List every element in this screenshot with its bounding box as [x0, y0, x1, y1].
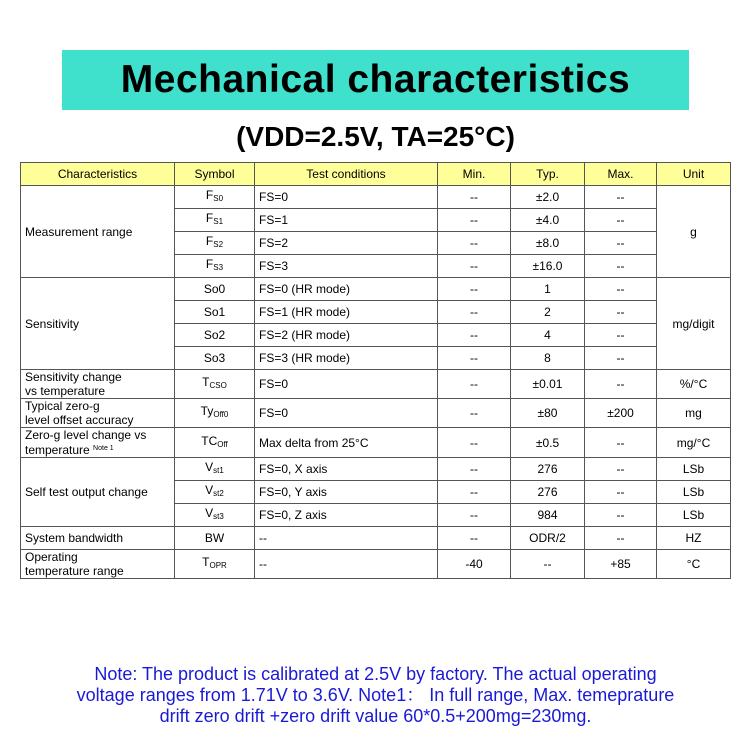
typ-cell: 276: [511, 458, 585, 481]
symbol-cell: $V_{st3}$: [175, 504, 255, 527]
min-cell: --: [438, 481, 511, 504]
table-row: [21, 370, 731, 399]
condition-cell: FS=0, X axis: [255, 458, 438, 481]
typ-cell: ±8.0: [511, 232, 585, 255]
typ-cell: --: [511, 550, 585, 579]
condition-cell: --: [255, 550, 438, 579]
symbol-cell: BW: [175, 527, 255, 550]
min-cell: --: [438, 458, 511, 481]
max-cell: --: [585, 527, 657, 550]
max-cell: --: [585, 301, 657, 324]
note-line-3: drift zero drift +zero drift value 60*0.5+200mg=230mg.: [159, 706, 592, 726]
min-cell: --: [438, 527, 511, 550]
page-title: Mechanical characteristics: [120, 58, 631, 101]
condition-cell: FS=0: [255, 370, 438, 399]
condition-cell: FS=1: [255, 209, 438, 232]
max-cell: --: [585, 186, 657, 209]
table-header-row: [21, 163, 731, 186]
zero-g-offset-label: Typical zero-g level offset accuracy: [21, 399, 175, 428]
typ-cell: ±2.0: [511, 186, 585, 209]
header-characteristics: Characteristics: [21, 163, 175, 186]
condition-cell: FS=0: [255, 186, 438, 209]
condition-cell: FS=2 (HR mode): [255, 324, 438, 347]
min-cell: --: [438, 278, 511, 301]
max-cell: --: [585, 255, 657, 278]
condition-cell: FS=0: [255, 399, 438, 428]
min-cell: --: [438, 504, 511, 527]
symbol-cell: $F_{S0}$: [175, 186, 255, 209]
zero-g-change-label: Zero-g level change vs temperature $^{Note 1}$: [21, 428, 175, 458]
symbol-cell: $Ty_{Off0}$: [175, 399, 255, 428]
min-cell: --: [438, 324, 511, 347]
symbol-cell: So3: [175, 347, 255, 370]
max-cell: --: [585, 481, 657, 504]
symbol-cell: $TC_{Off}$: [175, 428, 255, 458]
note-marker: Note 1: [93, 445, 114, 452]
unit-cell: mg: [657, 399, 731, 428]
header-test-conditions: Test conditions: [255, 163, 438, 186]
header-max: Max.: [585, 163, 657, 186]
symbol-cell: So0: [175, 278, 255, 301]
unit-cell: g: [657, 186, 731, 278]
min-cell: --: [438, 232, 511, 255]
table-row: [21, 458, 731, 481]
unit-cell: LSb: [657, 504, 731, 527]
min-cell: --: [438, 399, 511, 428]
max-cell: --: [585, 324, 657, 347]
typ-cell: 4: [511, 324, 585, 347]
sensitivity-label: Sensitivity: [21, 278, 175, 370]
symbol-cell: $F_{S3}$: [175, 255, 255, 278]
symbol-cell: $T_{CSO}$: [175, 370, 255, 399]
max-cell: --: [585, 458, 657, 481]
table-row: [21, 428, 731, 458]
operating-temp-label: Operating temperature range: [21, 550, 175, 579]
symbol-cell: So2: [175, 324, 255, 347]
max-cell: --: [585, 428, 657, 458]
sensitivity-change-label: Sensitivity change vs temperature: [21, 370, 175, 399]
typ-cell: ±0.5: [511, 428, 585, 458]
typ-cell: 8: [511, 347, 585, 370]
header-unit: Unit: [657, 163, 731, 186]
header-min: Min.: [438, 163, 511, 186]
header-typ: Typ.: [511, 163, 585, 186]
unit-cell: LSb: [657, 481, 731, 504]
max-cell: --: [585, 278, 657, 301]
mechanical-characteristics-table: [20, 162, 731, 579]
min-cell: -40: [438, 550, 511, 579]
table-row: [21, 399, 731, 428]
typ-cell: ±80: [511, 399, 585, 428]
unit-cell: °C: [657, 550, 731, 579]
symbol-cell: $V_{st2}$: [175, 481, 255, 504]
symbol-cell: $T_{OPR}$: [175, 550, 255, 579]
table-row: [21, 278, 731, 301]
bandwidth-label: System bandwidth: [21, 527, 175, 550]
condition-cell: FS=1 (HR mode): [255, 301, 438, 324]
unit-cell: HZ: [657, 527, 731, 550]
condition-cell: --: [255, 527, 438, 550]
unit-cell: LSb: [657, 458, 731, 481]
min-cell: --: [438, 347, 511, 370]
typ-cell: ODR/2: [511, 527, 585, 550]
condition-cell: FS=0 (HR mode): [255, 278, 438, 301]
unit-cell: mg/digit: [657, 278, 731, 370]
note-line-1: Note: The product is calibrated at 2.5V by factory. The actual operating: [94, 664, 657, 684]
typ-cell: ±4.0: [511, 209, 585, 232]
symbol-cell: So1: [175, 301, 255, 324]
note-line-2: voltage ranges from 1.71V to 3.6V. Note1： In full range, Max. temeprature: [76, 685, 675, 705]
max-cell: --: [585, 504, 657, 527]
measurement-range-label: Measurement range: [21, 186, 175, 278]
typ-cell: 276: [511, 481, 585, 504]
min-cell: --: [438, 301, 511, 324]
table-row: [21, 527, 731, 550]
max-cell: --: [585, 347, 657, 370]
header-symbol: Symbol: [175, 163, 255, 186]
typ-cell: 1: [511, 278, 585, 301]
table-row: [21, 186, 731, 209]
max-cell: --: [585, 232, 657, 255]
title-banner: [62, 50, 689, 110]
typ-cell: 984: [511, 504, 585, 527]
max-cell: --: [585, 209, 657, 232]
table-row: [21, 550, 731, 579]
min-cell: --: [438, 370, 511, 399]
typ-cell: ±16.0: [511, 255, 585, 278]
min-cell: --: [438, 186, 511, 209]
self-test-label: Self test output change: [21, 458, 175, 527]
typ-cell: 2: [511, 301, 585, 324]
symbol-cell: $F_{S1}$: [175, 209, 255, 232]
max-cell: --: [585, 370, 657, 399]
unit-cell: %/°C: [657, 370, 731, 399]
condition-cell: FS=3 (HR mode): [255, 347, 438, 370]
min-cell: --: [438, 255, 511, 278]
min-cell: --: [438, 209, 511, 232]
symbol-cell: $V_{st1}$: [175, 458, 255, 481]
min-cell: --: [438, 428, 511, 458]
unit-cell: mg/°C: [657, 428, 731, 458]
typ-cell: ±0.01: [511, 370, 585, 399]
condition-cell: FS=2: [255, 232, 438, 255]
calibration-note: [0, 664, 751, 727]
condition-cell: FS=3: [255, 255, 438, 278]
condition-cell: Max delta from 25°C: [255, 428, 438, 458]
max-cell: ±200: [585, 399, 657, 428]
condition-cell: FS=0, Y axis: [255, 481, 438, 504]
symbol-cell: $F_{S2}$: [175, 232, 255, 255]
condition-cell: FS=0, Z axis: [255, 504, 438, 527]
conditions-subtitle: (VDD=2.5V, TA=25°C): [236, 121, 515, 152]
max-cell: +85: [585, 550, 657, 579]
